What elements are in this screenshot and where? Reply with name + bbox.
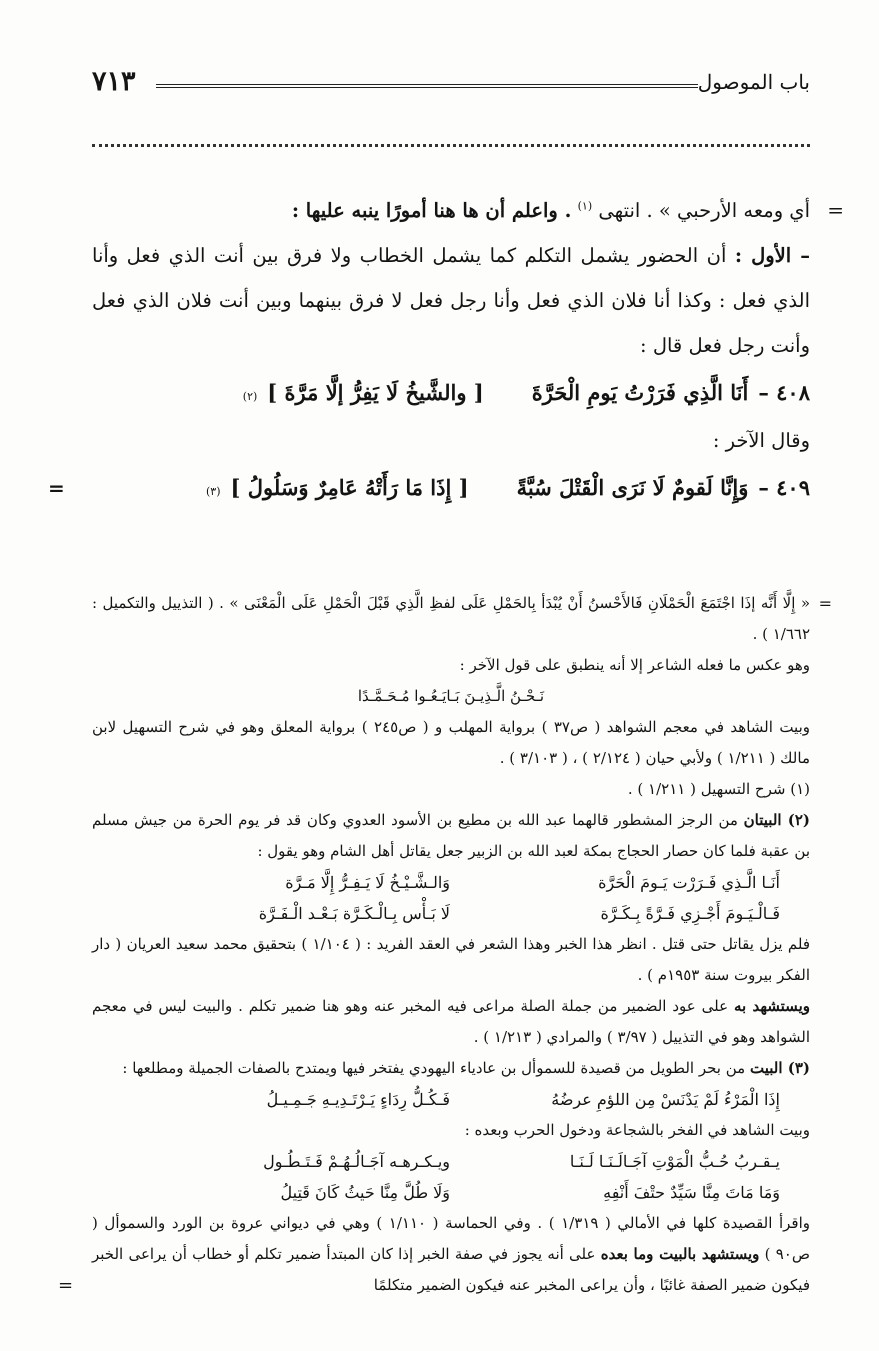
page <box>48 60 844 1296</box>
footnote-ref-1: (١) <box>577 199 593 213</box>
verse-409: ٤٠٩ – وَإِنَّا لَقومٌ لَا نَرَى الْقَتْلَ سُبَّةً [ إِذَا مَا رَأَتْهُ عَامِرٌ وَسَلُولُ ] (٣) = <box>92 463 810 513</box>
dotted-rule <box>92 144 810 147</box>
footnote-3: (٣) البيت من بحر الطويل من قصيدة للسموأل بن عادياء اليهودي يفتخر فيها ويمتدح بالصفات الجميلة ومطلعها : <box>122 1059 810 1077</box>
footnotes <box>58 588 832 1301</box>
verse-number: ٤٠٨ – <box>758 380 810 405</box>
header-rule <box>156 84 698 88</box>
note-line: واقرأ القصيدة كلها في الأمالي ( ١/٣١٩ ) . وفي الحماسة ( ١/١١٠ ) وهي في ديواني عروة بن الورد والسموأل ( ص٩٠ ) ويستشهد بالبيت وما بعده على أنه يجوز في صفة الخبر إذا كان المبتدأ ضمير تكلم أو خطاب أن يراعى الخبر فيكون ضمير الصفة غائبًا ، وأن يراعى المخبر عنه فيكون الضمير متكلمًا = <box>92 1208 810 1301</box>
note-line: وبيت الشاهد في الفخر بالشجاعة ودخول الحرب وبعده : <box>464 1121 810 1139</box>
continuation-sign: = <box>827 198 844 222</box>
page-number: ٧١٣ <box>92 66 136 97</box>
note-line: وبيت الشاهد في معجم الشواهد ( ص٣٧ ) برواية المهلب و ( ص٢٤٥ ) برواية المعلق وهو في شرح التسهيل لابن مالك ( ١/٢١١ ) ولأبي حيان ( ٢/١٢٤ ) ، ( ٣/١٠٣ ) . <box>92 718 810 767</box>
said-other: وقال الآخر : <box>712 429 810 452</box>
note-poem: نَـحْـنُ الَّـذِيـنَ بَـايَـعُـوا مُـحَـمَّـدًا <box>357 687 545 705</box>
paragraph-first: – الأول : أن الحضور يشمل التكلم كما يشمل الخطاب ولا فرق بين أنت الذي فعل وأنا الذي فعل : وكذا أنا فلان الذي فعل وأنا رجل فعل لا فرق بينهما وبين أنت فلان الذي فعل وأنت رجل فعل قال : <box>92 244 810 357</box>
main-line-1: = أي ومعه الأرحبي » . انتهى $^{(١)}$ . واعلم أن ها هنا أمورًا ينبه عليها : <box>92 188 810 233</box>
poem-line: يـقـربُ حُـبُّ الْمَوْتِ آجَـالَـنَـا لَـنَـا ويـكـرهـه آجَـالُـهُـمْ فَـتَـطُـول <box>263 1152 780 1171</box>
hemistich-2: [ إِذَا مَا رَأَتْهُ عَامِرٌ وَسَلُولُ ] <box>230 475 469 500</box>
hemistich-2: [ والشَّيخُ لَا يَفِرُّ إلَّا مَرَّةَ ] <box>267 380 484 405</box>
note-continuation: = « إِلَّا أَنَّه إذَا اجْتَمَعَ الْحَمْلَانِ فَالأَحْسنُ أَنْ يُبْدَأ بِالحَمْلِ عَلَى لفظِ الَّذِي قَبْلَ الْحَمْلِ عَلَى الْمَعْنَى » . ( التذييل والتكميل : ١/٦٦٢ ) . <box>92 588 810 650</box>
hemistich-1: أَنَا الَّذِي فَرَرْتُ يَومِ الْحَرَّةَ <box>531 380 749 405</box>
note-line: فلم يزل يقاتل حتى قتل . انظر هذا الخبر وهذا الشعر في العقد الفريد : ( ١/١٠٤ ) بتحقيق محمد سعيد العريان ( دار الفكر بيروت سنة ١٩٥٣م ) . <box>92 935 810 984</box>
poem-line: إِذَا الْمَرْءُ لَمْ يَدْنَسْ مِن اللؤمِ عرضُهُ فَـكُـلُّ رِدَاءٍ يَـرْتَـدِيـهِ جَـمِـيـلُ <box>266 1090 780 1109</box>
note-line: ويستشهد به على عود الضمير من جملة الصلة مراعى فيه المخبر عنه وهو هنا ضمير تكلم . والبيت ليس في معجم الشواهد وهو في التذييل ( ٣/٩٧ ) والمرادي ( ١/٢١٣ ) . <box>92 997 810 1046</box>
hemistich-1: وَإِنَّا لَقومٌ لَا نَرَى الْقَتْلَ سُبَّةً <box>516 475 749 500</box>
note-line: وهو عكس ما فعله الشاعر إلا أنه ينطبق على قول الآخر : <box>459 656 810 674</box>
label-first: – الأول : <box>734 244 810 267</box>
main-text <box>48 188 844 513</box>
poem-line: وَمَا مَاتَ مِنَّا سَيِّدٌ حتْفَ أَنْفِهِ وَلَا طُلَّ مِنَّا حَيثُ كَانَ قَتِيلُ <box>280 1183 780 1202</box>
continuation-sign: = <box>818 594 832 613</box>
chapter-title: باب الموصول <box>697 70 810 94</box>
page-header <box>92 60 810 100</box>
continuation-sign-left: = <box>48 476 65 500</box>
verse-408: ٤٠٨ – أَنَا الَّذِي فَرَرْتُ يَومِ الْحَرَّةَ [ والشَّيخُ لَا يَفِرُّ إلَّا مَرَّةَ ] (٢) <box>92 368 810 418</box>
poem-line: فَـالْـيَـومَ أَجْـزِي فَـرَّةً بِـكَـرَّة لَا بَـأْس بِـالْـكَـرَّة بَـعْـد الْـفَـرَّة <box>258 904 780 923</box>
footnote-2: (٢) البيتان من الرجز المشطور قالهما عبد الله بن مطيع بن الأسود العدوي وكان قد فر يوم الحرة من جيش مسلم بن عقبة فلما كان حصار الحجاج بمكة لعبد الله بن الزبير جعل يقاتل أهل الشام وهو يقول : <box>92 811 810 860</box>
poem-line: أَنَـا الَّـذِي فَـرَرْت يَـومَ الْحَرَّة وَالـشَّـيْـخُ لَا يَـفِـرُّ إِلَّا مَـرَّة <box>285 873 780 892</box>
verse-number: ٤٠٩ – <box>758 475 810 500</box>
footnote-1: (١) شرح التسهيل ( ١/٢١١ ) . <box>627 780 810 798</box>
continuation-sign-left: = <box>58 1275 74 1296</box>
